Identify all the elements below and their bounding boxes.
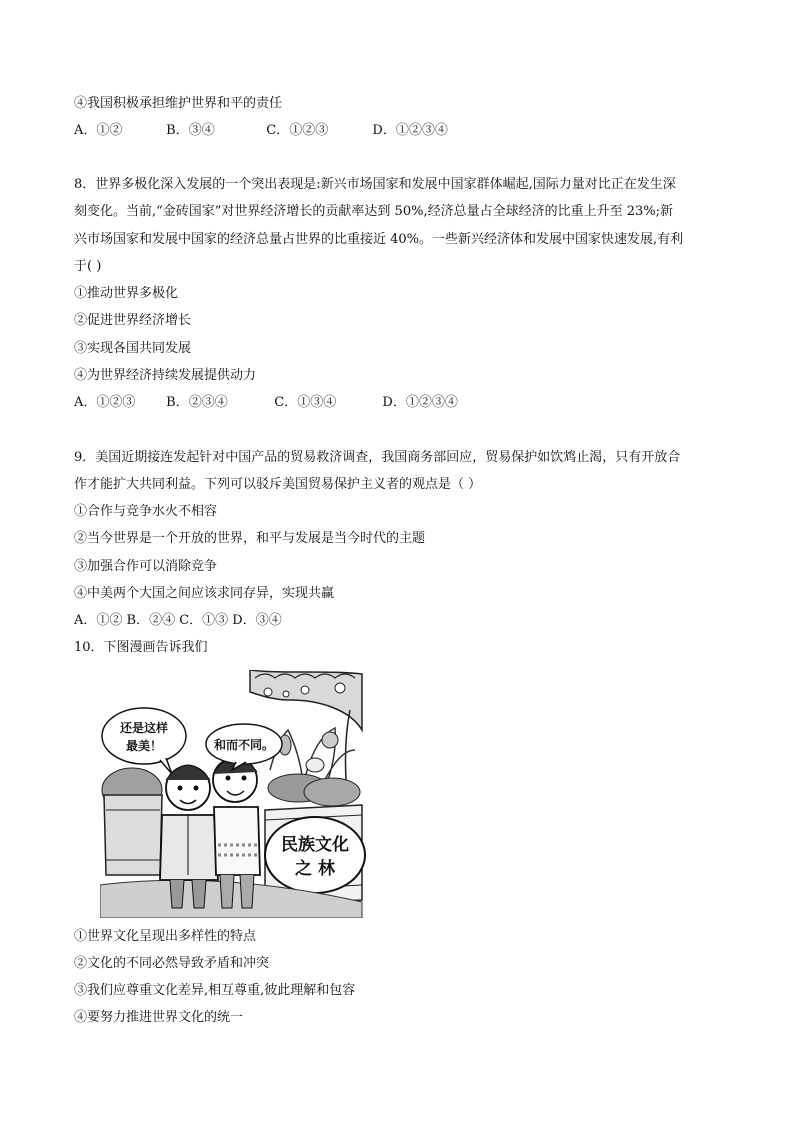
q8-stem-line-3: 兴市场国家和发展中国家的经济总量占世界的比重接近 40%。一些新兴经济体和发展中国家快速发展,有利: [74, 232, 684, 247]
sign-text-line-1: 民族文化: [281, 835, 349, 855]
q8-item-4: ④为世界经济持续发展提供动力: [74, 368, 257, 383]
q7-option-c: C．①②③: [266, 123, 329, 138]
q10-item-1: ①世界文化呈现出多样性的特点: [74, 929, 257, 944]
q8-item-2: ②促进世界经济增长: [74, 313, 192, 328]
bubble-left-line-2: 最美！: [125, 739, 163, 753]
q9-stem-line-1: 9．美国近期接连发起针对中国产品的贸易救济调查，我国商务部回应，贸易保护如饮鸩止渴，只有开放合: [74, 450, 681, 465]
q8-option-d: D．①②③④: [382, 395, 458, 410]
q8-option-b: B．②③④: [166, 395, 228, 410]
q9-options: A．①② B．②④ C．①③ D．③④: [74, 613, 282, 628]
q9-item-4: ④中美两个大国之间应该求同存异，实现共赢: [74, 586, 335, 601]
cartoon-illustration: [100, 670, 368, 918]
q8-stem-line-4: 于( ): [74, 259, 102, 274]
q8-option-c: C．①③④: [274, 395, 337, 410]
q10-item-3: ③我们应尊重文化差异,相互尊重,彼此理解和包容: [74, 983, 356, 998]
sign-text-line-2: 之 林: [295, 859, 335, 879]
q7-option-a: A．①②: [74, 123, 123, 138]
q8-item-1: ①推动世界多极化: [74, 286, 179, 301]
bubble-right-text: 和而不同。: [213, 738, 275, 752]
q7-item-4: ④我国积极承担维护世界和平的责任: [74, 96, 283, 111]
q8-stem-line-1: 8．世界多极化深入发展的一个突出表现是:新兴市场国家和发展中国家群体崛起,国际力量对比正在发生深: [74, 177, 676, 192]
cartoon-drawing: [100, 670, 368, 918]
q10-stem: 10．下图漫画告诉我们: [74, 640, 208, 655]
q10-item-4: ④要努力推进世界文化的统一: [74, 1010, 244, 1025]
q8-options: [74, 394, 458, 412]
q7-options: [74, 122, 448, 140]
q9-item-3: ③加强合作可以消除竞争: [74, 559, 218, 574]
q9-item-1: ①合作与竞争水火不相容: [74, 504, 218, 519]
q8-item-3: ③实现各国共同发展: [74, 341, 192, 356]
q10-item-2: ②文化的不同必然导致矛盾和冲突: [74, 956, 270, 971]
bubble-left-line-1: 还是这样: [119, 721, 169, 735]
q7-option-b: B．③④: [166, 123, 215, 138]
q8-stem-line-2: 刻变化。当前,“金砖国家”对世界经济增长的贡献率达到 50%,经济总量占全球经济的比重上升至 23%;新: [74, 204, 673, 219]
q9-stem-line-2: 作才能扩大共同利益。下列可以驳斥美国贸易保护主义者的观点是（ ）: [74, 477, 482, 492]
q7-option-d: D．①②③④: [372, 123, 448, 138]
q9-item-2: ②当今世界是一个开放的世界，和平与发展是当今时代的主题: [74, 531, 426, 546]
q8-option-a: A．①②③: [74, 395, 136, 410]
